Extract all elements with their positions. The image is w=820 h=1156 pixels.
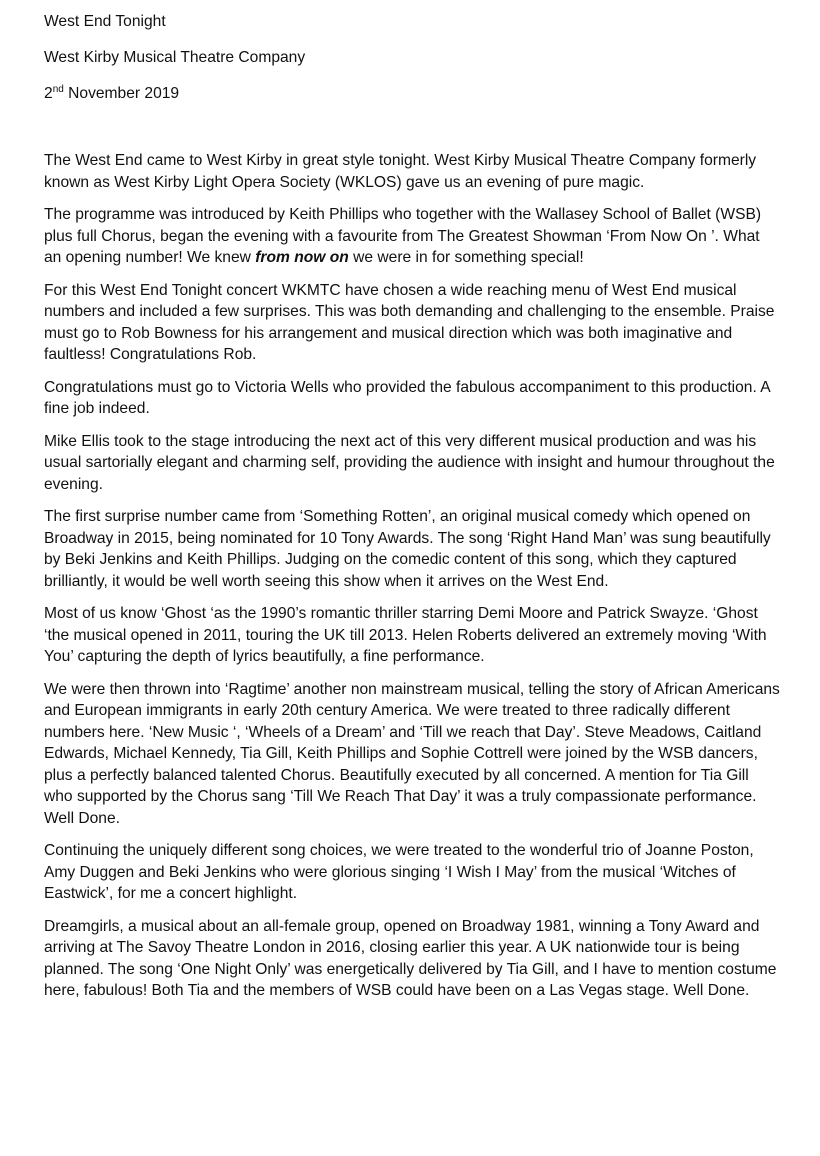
paragraph-ghost: Most of us know ‘Ghost ‘as the 1990’s romantic thriller starring Demi Moore and Patrick Swayze. ‘Ghost ‘the musical opened in 2011, touring the UK till 2013. Helen Roberts delivered an extremely moving ‘With You’ capturing the depth of lyrics beautifully, a fine performance. xyxy=(44,605,767,665)
date-day: 2 xyxy=(44,85,53,102)
paragraph-something-rotten: The first surprise number came from ‘Something Rotten’, an original musical comedy which opened on Broadway in 2015, being nominated for 10 Tony Awards. The song ‘Right Hand Man’ was sung beautifully by Beki Jenkins and Keith Phillips. Judging on the comedic content of this song, which they captured brilliantly, it would be well worth seeing this show when it arrives on the West End. xyxy=(44,508,771,590)
paragraph-programme-emphasis: from now on xyxy=(255,249,349,266)
paragraph-programme-before: The programme was introduced by Keith Phillips who together with the Wallasey School of Ballet (WSB) plus full Chorus, began the evening with a favourite from The Greatest Showman ‘From Now On ’. What an opening number! We knew xyxy=(44,206,762,266)
date-month-year: November 2019 xyxy=(63,85,180,102)
review-title: West End Tonight xyxy=(44,13,166,30)
review-body xyxy=(44,150,780,1002)
company-name: West Kirby Musical Theatre Company xyxy=(44,49,306,66)
paragraph-mike-ellis: Mike Ellis took to the stage introducing the next act of this very different musical production and was his usual sartorially elegant and charming self, providing the audience with insight and humour throughout the evening. xyxy=(44,432,775,493)
paragraph-dreamgirls: Dreamgirls, a musical about an all-female group, opened on Broadway 1981, winning a Tony Award and arriving at The Savoy Theatre London in 2016, closing earlier this year. A UK nationwide tour is being planned. The song ‘One Night Only’ was energetically delivered by Tia Gill, and I have to mention costume here, fabulous! Both Tia and the members of WSB could have been on a Las Vegas stage. Well Done. xyxy=(44,917,777,999)
review-date xyxy=(44,84,780,104)
paragraph-witches: Continuing the uniquely different song choices, we were treated to the wonderful trio of Joanne Poston, Amy Duggen and Beki Jenkins who were glorious singing ‘I Wish I May’ from the musical ‘Witches of Eastwick’, for me a concert highlight. xyxy=(44,842,754,902)
paragraph-intro: The West End came to West Kirby in great style tonight. West Kirby Musical Theatre Company formerly known as West Kirby Light Opera Society (WKLOS) gave us an evening of pure magic. xyxy=(44,152,757,191)
paragraph-concert-menu: For this West End Tonight concert WKMTC have chosen a wide reaching menu of West End musical numbers and included a few surprises. This was both demanding and challenging to the ensemble. Praise must go to Rob Bowness for his arrangement and musical direction which was both imaginative and faultless! Congratulations Rob. xyxy=(44,281,775,363)
paragraph-accompaniment: Congratulations must go to Victoria Wells who provided the fabulous accompaniment to this production. A fine job indeed. xyxy=(44,378,770,417)
paragraph-programme-after: we were in for something special! xyxy=(348,249,584,266)
paragraph-programme xyxy=(44,204,780,269)
paragraph-ragtime: We were then thrown into ‘Ragtime’ another non mainstream musical, telling the story of African Americans and European immigrants in early 20th century America. We were treated to three radically different numbers here. ‘New Music ‘, ‘Wheels of a Dream’ and ‘Till we reach that Day’. Steve Meadows, Caitland Edwards, Michael Kennedy, Tia Gill, Keith Phillips and Sophie Cottrell were joined by the WSB dancers, plus a perfectly balanced talented Chorus. Beautifully executed by all concerned. A mention for Tia Gill who supported by the Chorus sang ‘Till We Reach That Day’ it was a truly compassionate performance. Well Done. xyxy=(44,680,780,827)
date-suffix: nd xyxy=(52,83,64,95)
